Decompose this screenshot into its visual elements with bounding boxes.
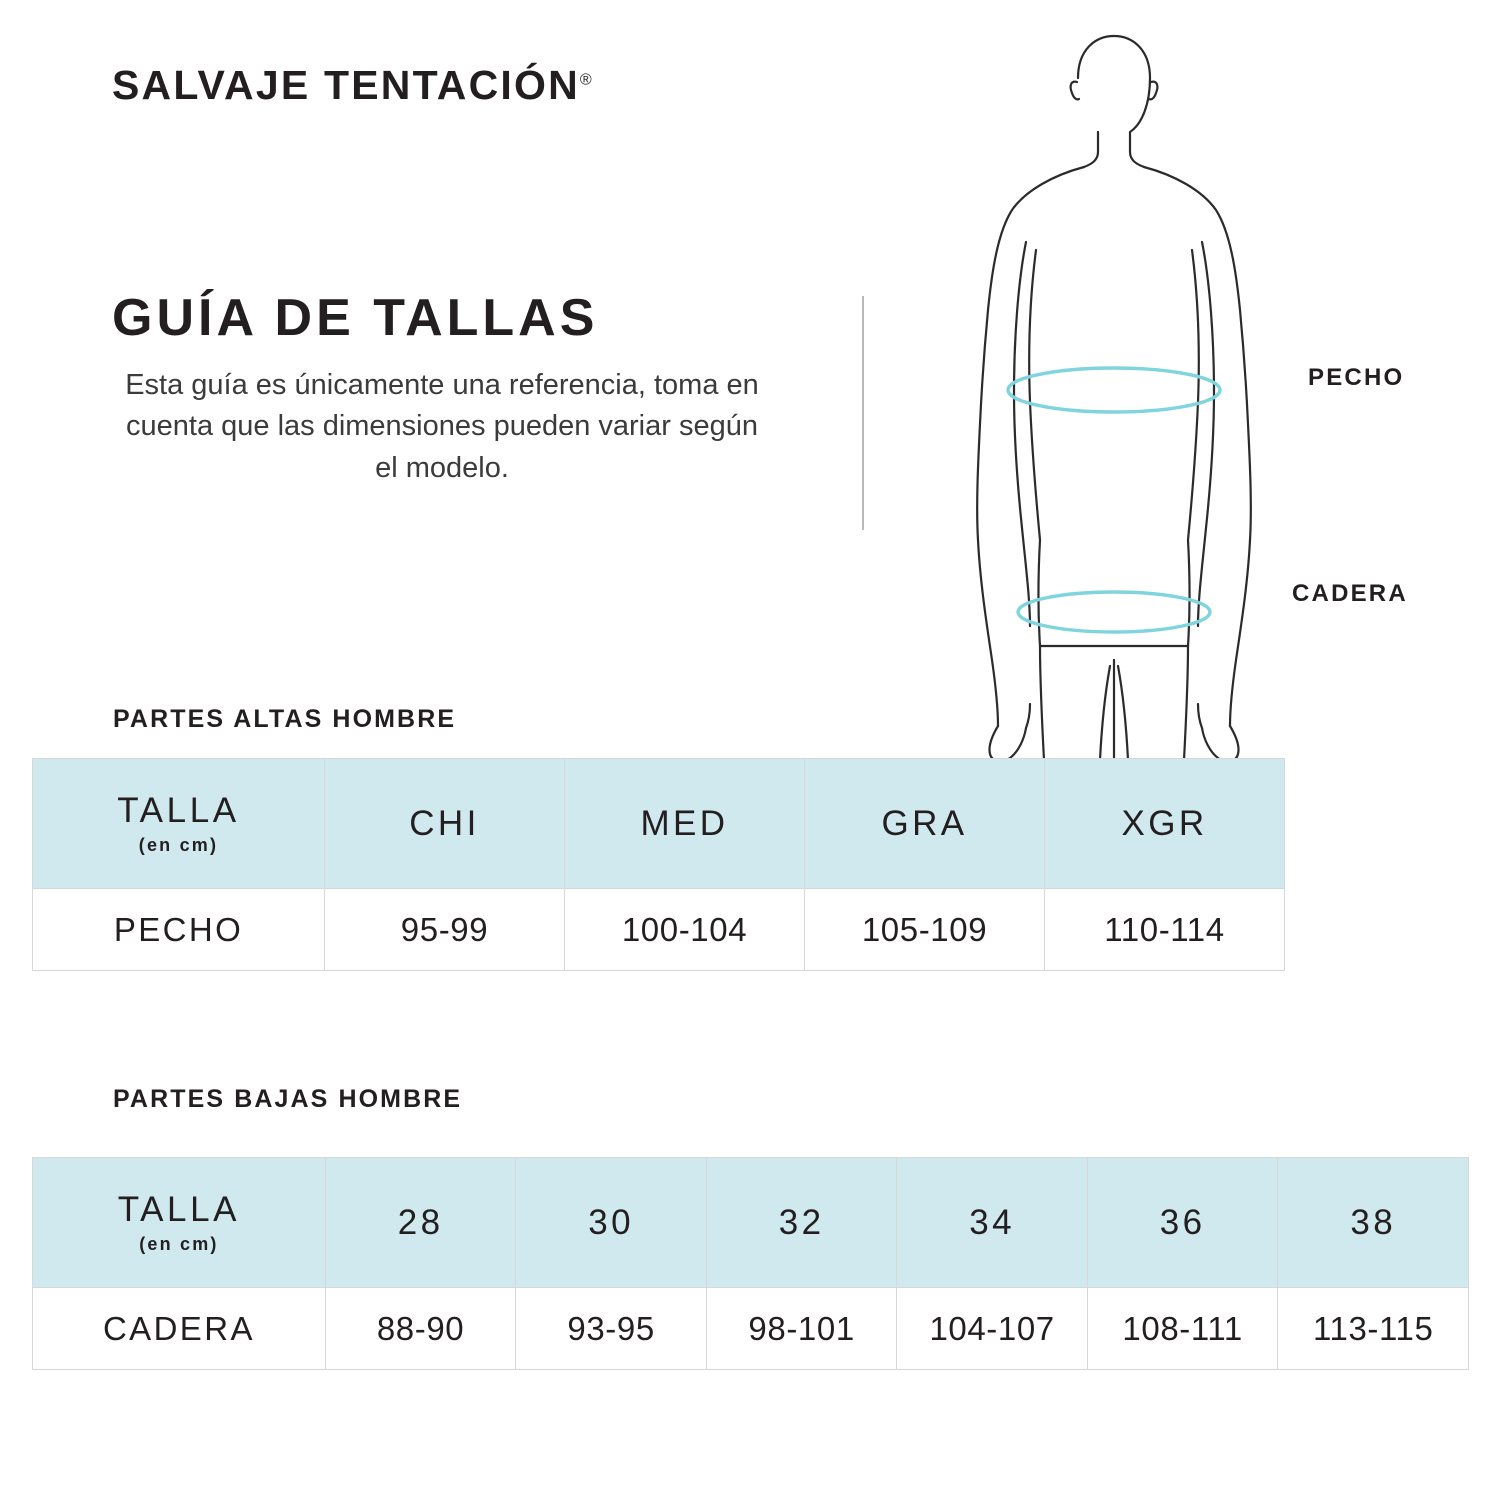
cell-pecho-med: 100-104 <box>565 889 805 971</box>
figure-label-hip: CADERA <box>1292 580 1408 607</box>
section-title-lower: PARTES BAJAS HOMBRE <box>113 1085 463 1113</box>
table-header-size-xgr: XGR <box>1045 759 1285 889</box>
cell-cadera-34: 104-107 <box>897 1288 1088 1370</box>
table-header-row <box>33 1158 1469 1288</box>
registered-mark-icon: ® <box>579 71 592 89</box>
table-header-row <box>33 759 1285 889</box>
cell-pecho-xgr: 110-114 <box>1045 889 1285 971</box>
cell-pecho-gra: 105-109 <box>805 889 1045 971</box>
talla-label: TALLA <box>117 791 240 830</box>
table-header-size-chi: CHI <box>325 759 565 889</box>
size-table-upper <box>32 758 1285 971</box>
cell-cadera-36: 108-111 <box>1087 1288 1278 1370</box>
table-row <box>33 1288 1469 1370</box>
size-table-lower <box>32 1157 1469 1370</box>
talla-label: TALLA <box>117 1190 241 1229</box>
cell-pecho-chi: 95-99 <box>325 889 565 971</box>
section-title-upper: PARTES ALTAS HOMBRE <box>113 705 457 733</box>
figure-label-chest: PECHO <box>1308 364 1405 391</box>
table-row <box>33 889 1285 971</box>
row-header-pecho: PECHO <box>33 889 325 971</box>
body-figure <box>930 20 1290 780</box>
table-header-size-38: 38 <box>1278 1158 1469 1288</box>
table-header-size-34: 34 <box>897 1158 1088 1288</box>
vertical-divider <box>862 296 864 530</box>
talla-unit: (en cm) <box>138 835 219 855</box>
cell-cadera-38: 113-115 <box>1278 1288 1469 1370</box>
table-header-size-36: 36 <box>1087 1158 1278 1288</box>
table-header-size-med: MED <box>565 759 805 889</box>
table-header-size-30: 30 <box>516 1158 707 1288</box>
table-header-talla <box>33 1158 326 1288</box>
headline-block <box>112 290 772 489</box>
table-header-talla <box>33 759 325 889</box>
row-header-cadera: CADERA <box>33 1288 326 1370</box>
talla-unit: (en cm) <box>139 1234 219 1254</box>
table-header-size-gra: GRA <box>805 759 1045 889</box>
cell-cadera-32: 98-101 <box>706 1288 897 1370</box>
page-title: GUÍA DE TALLAS <box>112 289 599 347</box>
cell-cadera-28: 88-90 <box>325 1288 516 1370</box>
brand-name: SALVAJE TENTACIÓN <box>112 62 580 108</box>
page-description: Esta guía es únicamente una referencia, toma en cuenta que las dimensiones pueden variar según el modelo. <box>125 369 759 484</box>
table-header-size-28: 28 <box>325 1158 516 1288</box>
table-header-size-32: 32 <box>706 1158 897 1288</box>
cell-cadera-30: 93-95 <box>516 1288 707 1370</box>
brand-logo <box>112 62 592 109</box>
